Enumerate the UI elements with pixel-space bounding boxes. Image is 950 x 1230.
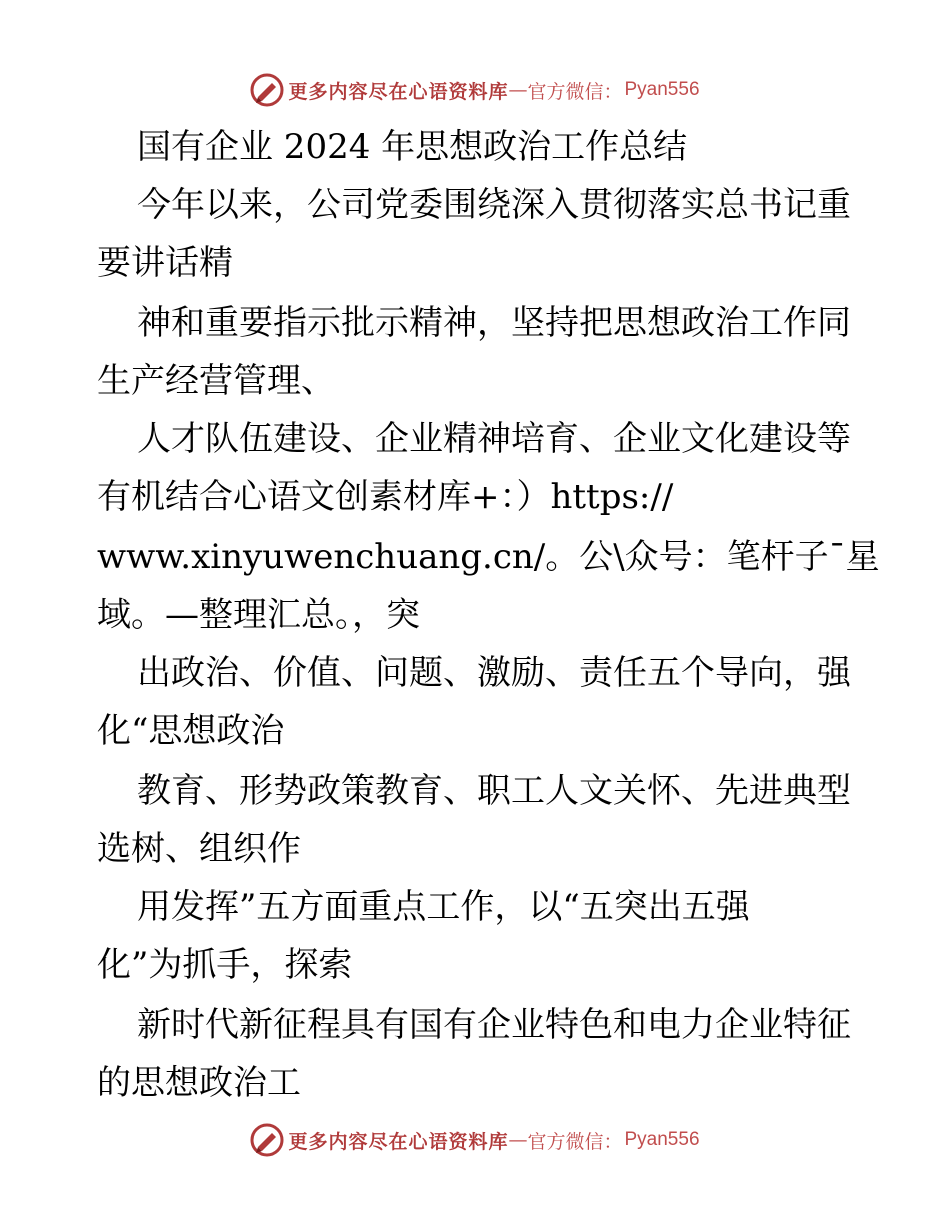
doc-line: 选树、组织作: [97, 829, 301, 869]
banner-wechat-handle: Pyan556: [624, 1129, 700, 1150]
pen-logo-icon: [250, 73, 284, 107]
doc-line: www.xinyuwenchuang.cn/。公\众号：笔杆子¯星: [97, 537, 880, 577]
doc-line: 神和重要指示批示精神，坚持把思想政治工作同: [137, 303, 851, 343]
doc-line: 出政治、价值、问题、激励、责任五个导向，强: [137, 653, 851, 693]
banner-separator: —: [508, 79, 528, 101]
doc-line: 教育、形势政策教育、职工人文关怀、先进典型: [137, 771, 851, 811]
banner-brand-text: 更多内容尽在心语资料库: [288, 1130, 509, 1153]
banner-brand-text: 更多内容尽在心语资料库: [288, 80, 509, 103]
doc-line: 人才队伍建设、企业精神培育、企业文化建设等: [137, 419, 851, 459]
footer-watermark-banner: [0, 1120, 950, 1160]
doc-line: 域。—整理汇总。，突: [97, 595, 420, 635]
banner-wechat-label: 官方微信：: [527, 80, 623, 103]
doc-line: 新时代新征程具有国有企业特色和电力企业特征: [137, 1005, 851, 1045]
banner-wechat-handle: Pyan556: [624, 79, 700, 100]
banner-wechat-label: 官方微信：: [527, 1130, 623, 1153]
doc-line: 生产经营管理、: [97, 361, 335, 401]
doc-line: 今年以来，公司党委围绕深入贯彻落实总书记重: [137, 185, 851, 225]
doc-line: 的思想政治工: [97, 1063, 301, 1103]
doc-line: 用发挥”五方面重点工作，以“五突出五强: [137, 887, 750, 927]
doc-line: 化“思想政治: [97, 711, 285, 751]
banner-separator: —: [508, 1129, 528, 1151]
pen-logo-icon: [250, 1123, 284, 1157]
doc-line: 有机结合心语文创素材库+：）https://: [97, 477, 674, 517]
doc-line: 化”为抓手，探索: [97, 945, 353, 985]
doc-line: 国有企业 2024 年思想政治工作总结: [137, 127, 688, 167]
doc-line: 要讲话精: [97, 243, 233, 283]
header-watermark-banner: [0, 70, 950, 110]
